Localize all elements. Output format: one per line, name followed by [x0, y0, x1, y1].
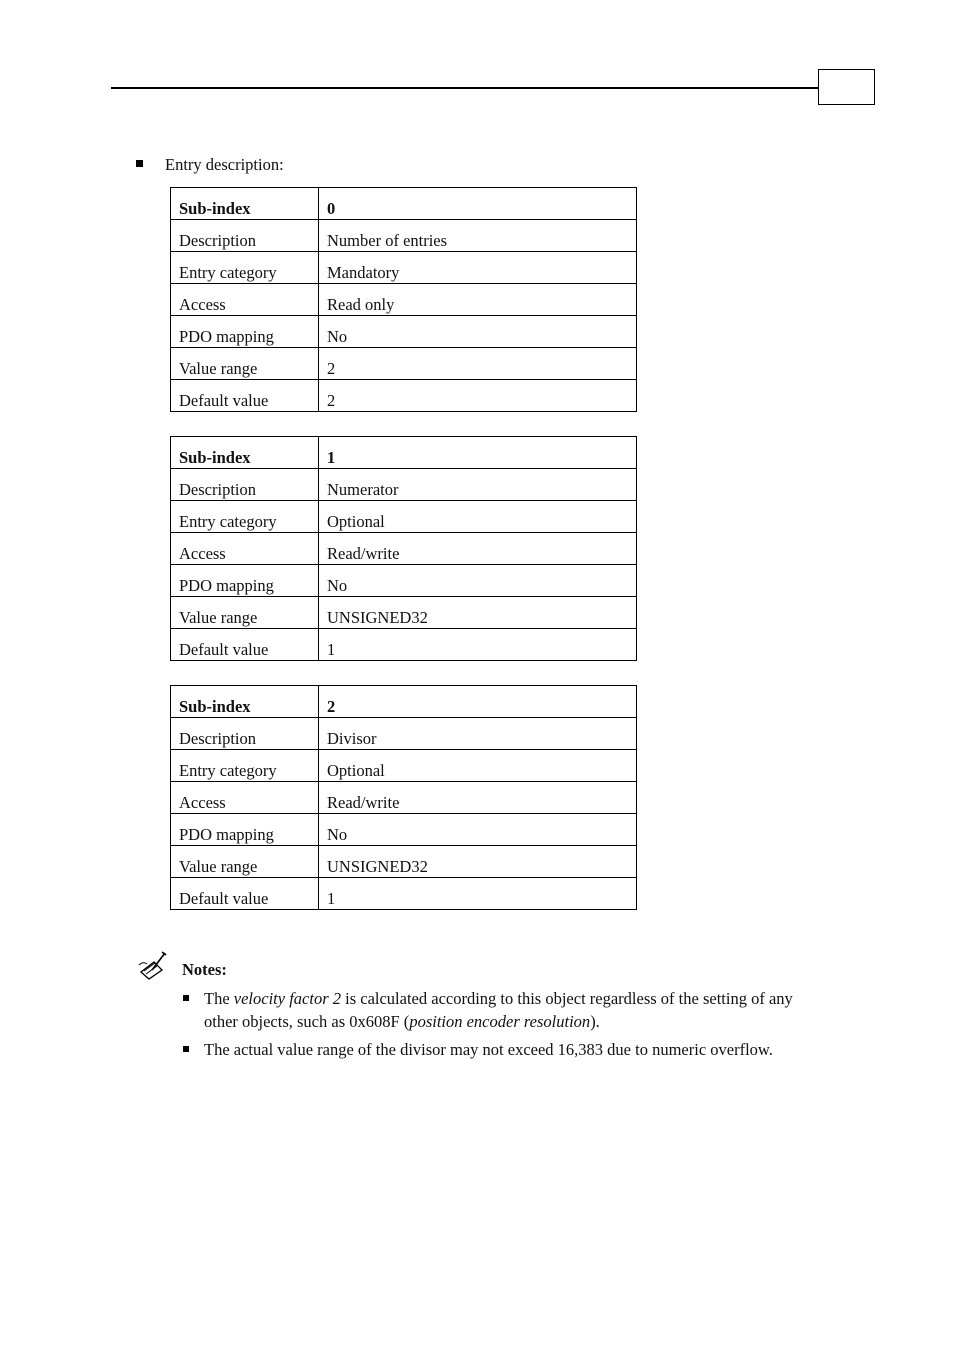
table-key-cell: Value range [171, 846, 319, 878]
table-row [171, 814, 637, 846]
table-value-cell: Divisor [319, 718, 637, 750]
table-key-cell: Access [171, 782, 319, 814]
table-row [171, 252, 637, 284]
table-key-cell: Description [171, 718, 319, 750]
table-row [171, 220, 637, 252]
table-value-cell: 2 [319, 686, 637, 718]
bullet-icon [183, 995, 189, 1001]
table-row [171, 597, 637, 629]
note-text: is calculated according to this object regardless of the setting of any other objects, such as 0x608F ( [204, 989, 793, 1031]
table-row [171, 878, 637, 910]
entry-table-2 [170, 685, 637, 910]
table-key-cell: Default value [171, 878, 319, 910]
table-value-cell: Read/write [319, 782, 637, 814]
table-row [171, 316, 637, 348]
page-number-box [818, 69, 875, 105]
table-value-cell: 0 [319, 188, 637, 220]
table-value-cell: Numerator [319, 469, 637, 501]
table-row [171, 686, 637, 718]
table-key-cell: Access [171, 533, 319, 565]
table-row [171, 380, 637, 412]
table-value-cell: Number of entries [319, 220, 637, 252]
note-text: The [204, 989, 234, 1008]
table-key-cell: Entry category [171, 501, 319, 533]
table-row [171, 284, 637, 316]
table-row [171, 782, 637, 814]
note-pen-icon [138, 950, 168, 980]
table-key-cell: Default value [171, 629, 319, 661]
table-row [171, 718, 637, 750]
table-value-cell: Read only [319, 284, 637, 316]
note-item [204, 987, 824, 1033]
table-value-cell: 2 [319, 348, 637, 380]
note-emphasis: velocity factor 2 [233, 989, 341, 1008]
table-row [171, 469, 637, 501]
table-value-cell: 2 [319, 380, 637, 412]
table-row [171, 533, 637, 565]
table-value-cell: No [319, 814, 637, 846]
table-value-cell: No [319, 316, 637, 348]
table-value-cell: UNSIGNED32 [319, 597, 637, 629]
bullet-icon [183, 1046, 189, 1052]
table-row [171, 348, 637, 380]
table-value-cell: No [319, 565, 637, 597]
table-value-cell: UNSIGNED32 [319, 846, 637, 878]
bullet-icon [136, 160, 143, 167]
table-key-cell: Entry category [171, 252, 319, 284]
table-key-cell: Sub-index [171, 437, 319, 469]
table-row [171, 629, 637, 661]
table-value-cell: Mandatory [319, 252, 637, 284]
table-key-cell: Default value [171, 380, 319, 412]
table-key-cell: Description [171, 220, 319, 252]
table-row [171, 437, 637, 469]
note-text: The actual value range of the divisor may not exceed 16,383 due to numeric overflow. [204, 1040, 773, 1059]
table-value-cell: Optional [319, 501, 637, 533]
table-row [171, 750, 637, 782]
table-value-cell: 1 [319, 878, 637, 910]
note-text: ). [590, 1012, 600, 1031]
entry-description-label: Entry description: [165, 155, 284, 174]
table-value-cell: Optional [319, 750, 637, 782]
table-key-cell: Entry category [171, 750, 319, 782]
table-key-cell: PDO mapping [171, 814, 319, 846]
table-key-cell: PDO mapping [171, 565, 319, 597]
table-key-cell: Value range [171, 597, 319, 629]
table-value-cell: 1 [319, 629, 637, 661]
table-key-cell: Value range [171, 348, 319, 380]
table-key-cell: Access [171, 284, 319, 316]
table-row [171, 846, 637, 878]
notes-title: Notes: [182, 960, 227, 979]
entry-table-0 [170, 187, 637, 412]
table-value-cell: 1 [319, 437, 637, 469]
table-key-cell: PDO mapping [171, 316, 319, 348]
table-row [171, 501, 637, 533]
table-key-cell: Sub-index [171, 686, 319, 718]
note-item [204, 1038, 824, 1061]
header-rule [111, 87, 819, 89]
table-row [171, 188, 637, 220]
table-row [171, 565, 637, 597]
table-key-cell: Sub-index [171, 188, 319, 220]
table-value-cell: Read/write [319, 533, 637, 565]
note-emphasis: position encoder resolution [409, 1012, 591, 1031]
table-key-cell: Description [171, 469, 319, 501]
entry-table-1 [170, 436, 637, 661]
